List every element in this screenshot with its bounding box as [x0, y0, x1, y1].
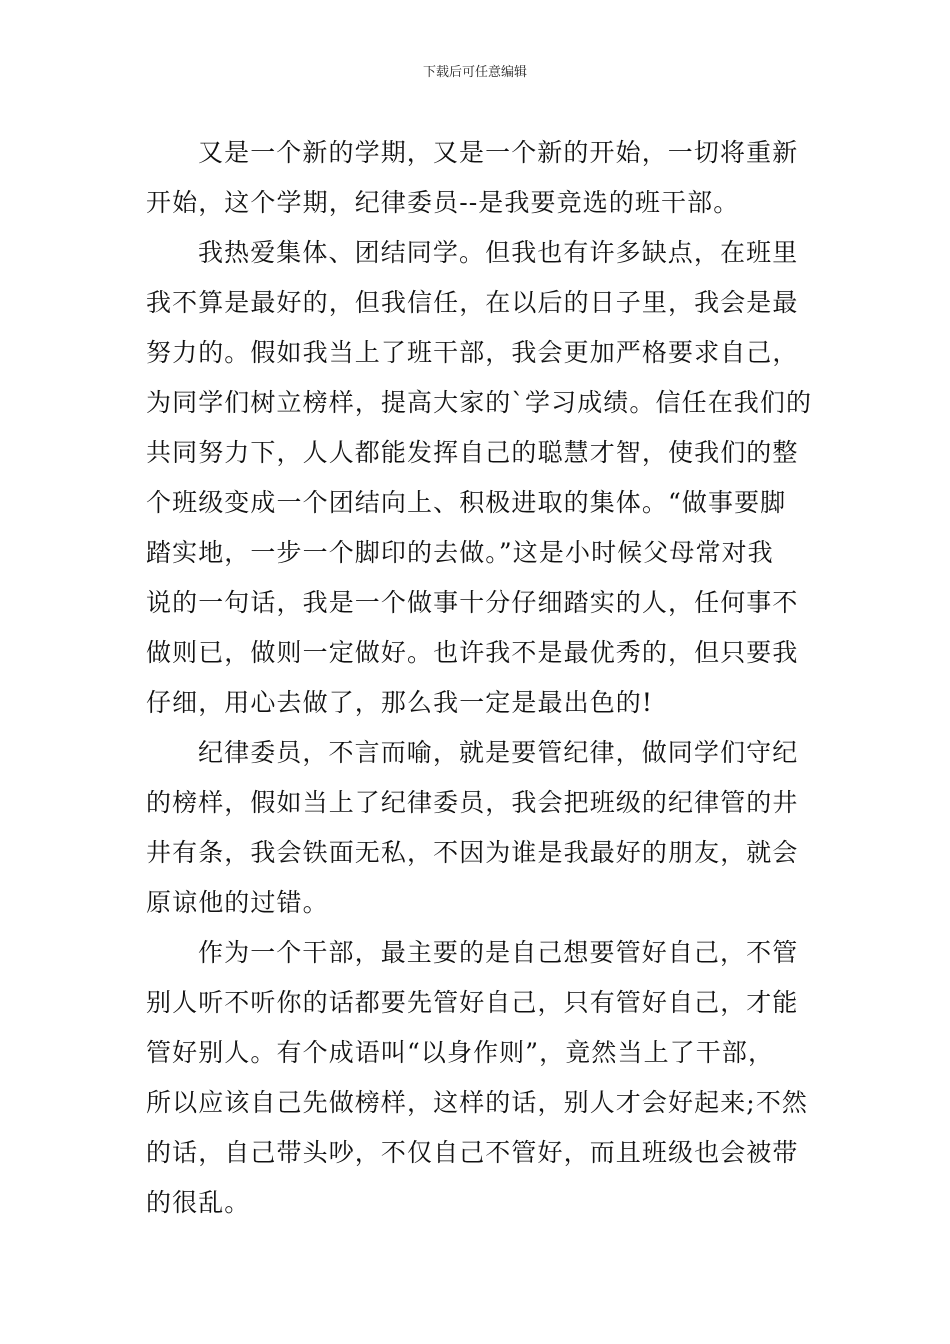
text-line: 我不算是最好的，但我信任，在以后的日子里，我会是最 — [146, 288, 799, 317]
text-line: 井有条，我会铁面无私，不因为谁是我最好的朋友，就会 — [146, 838, 799, 867]
document-body — [146, 128, 813, 1228]
paragraph-4 — [146, 928, 809, 1228]
text-line: 说的一句话，我是一个做事十分仔细踏实的人，任何事不 — [146, 588, 799, 617]
text-line: 的很乱。 — [146, 1188, 251, 1217]
text-line: 所以应该自己先做榜样，这样的话，别人才会好起来;不然 — [146, 1088, 809, 1117]
text-line: 为同学们树立榜样，提高大家的`学习成绩。信任在我们的 — [146, 388, 813, 417]
text-line: 踏实地，一步一个脚印的去做。”这是小时候父母常对我 — [146, 538, 774, 567]
text-line: 又是一个新的学期，又是一个新的开始，一切将重新 — [198, 138, 799, 167]
text-line: 努力的。假如我当上了班干部，我会更加严格要求自己， — [146, 338, 799, 367]
paragraph-2 — [146, 228, 813, 728]
paragraph-1 — [146, 128, 806, 228]
text-line: 开始，这个学期，纪律委员--是我要竞选的班干部。 — [146, 188, 740, 217]
text-line: 管好别人。有个成语叫“以身作则”，竟然当上了干部， — [146, 1038, 775, 1067]
text-line: 仔细，用心去做了，那么我一定是最出色的! — [146, 688, 654, 717]
text-line: 个班级变成一个团结向上、积极进取的集体。“做事要脚 — [146, 488, 787, 517]
text-line: 做则已，做则一定做好。也许我不是最优秀的，但只要我 — [146, 638, 799, 667]
text-line: 纪律委员，不言而喻，就是要管纪律，做同学们守纪 — [198, 738, 799, 767]
text-line: 别人听不听你的话都要先管好自己，只有管好自己，才能 — [146, 988, 799, 1017]
text-line: 作为一个干部，最主要的是自己想要管好自己，不管 — [198, 938, 799, 967]
text-line: 我热爱集体、团结同学。但我也有许多缺点，在班里 — [198, 238, 799, 267]
text-line: 原谅他的过错。 — [146, 888, 329, 917]
page-header: 下载后可任意编辑 — [422, 65, 527, 80]
text-line: 共同努力下，人人都能发挥自己的聪慧才智，使我们的整 — [146, 438, 799, 467]
text-line: 的榜样，假如当上了纪律委员，我会把班级的纪律管的井 — [146, 788, 799, 817]
paragraph-3 — [146, 728, 806, 928]
text-line: 的话，自己带头吵，不仅自己不管好，而且班级也会被带 — [146, 1138, 799, 1167]
